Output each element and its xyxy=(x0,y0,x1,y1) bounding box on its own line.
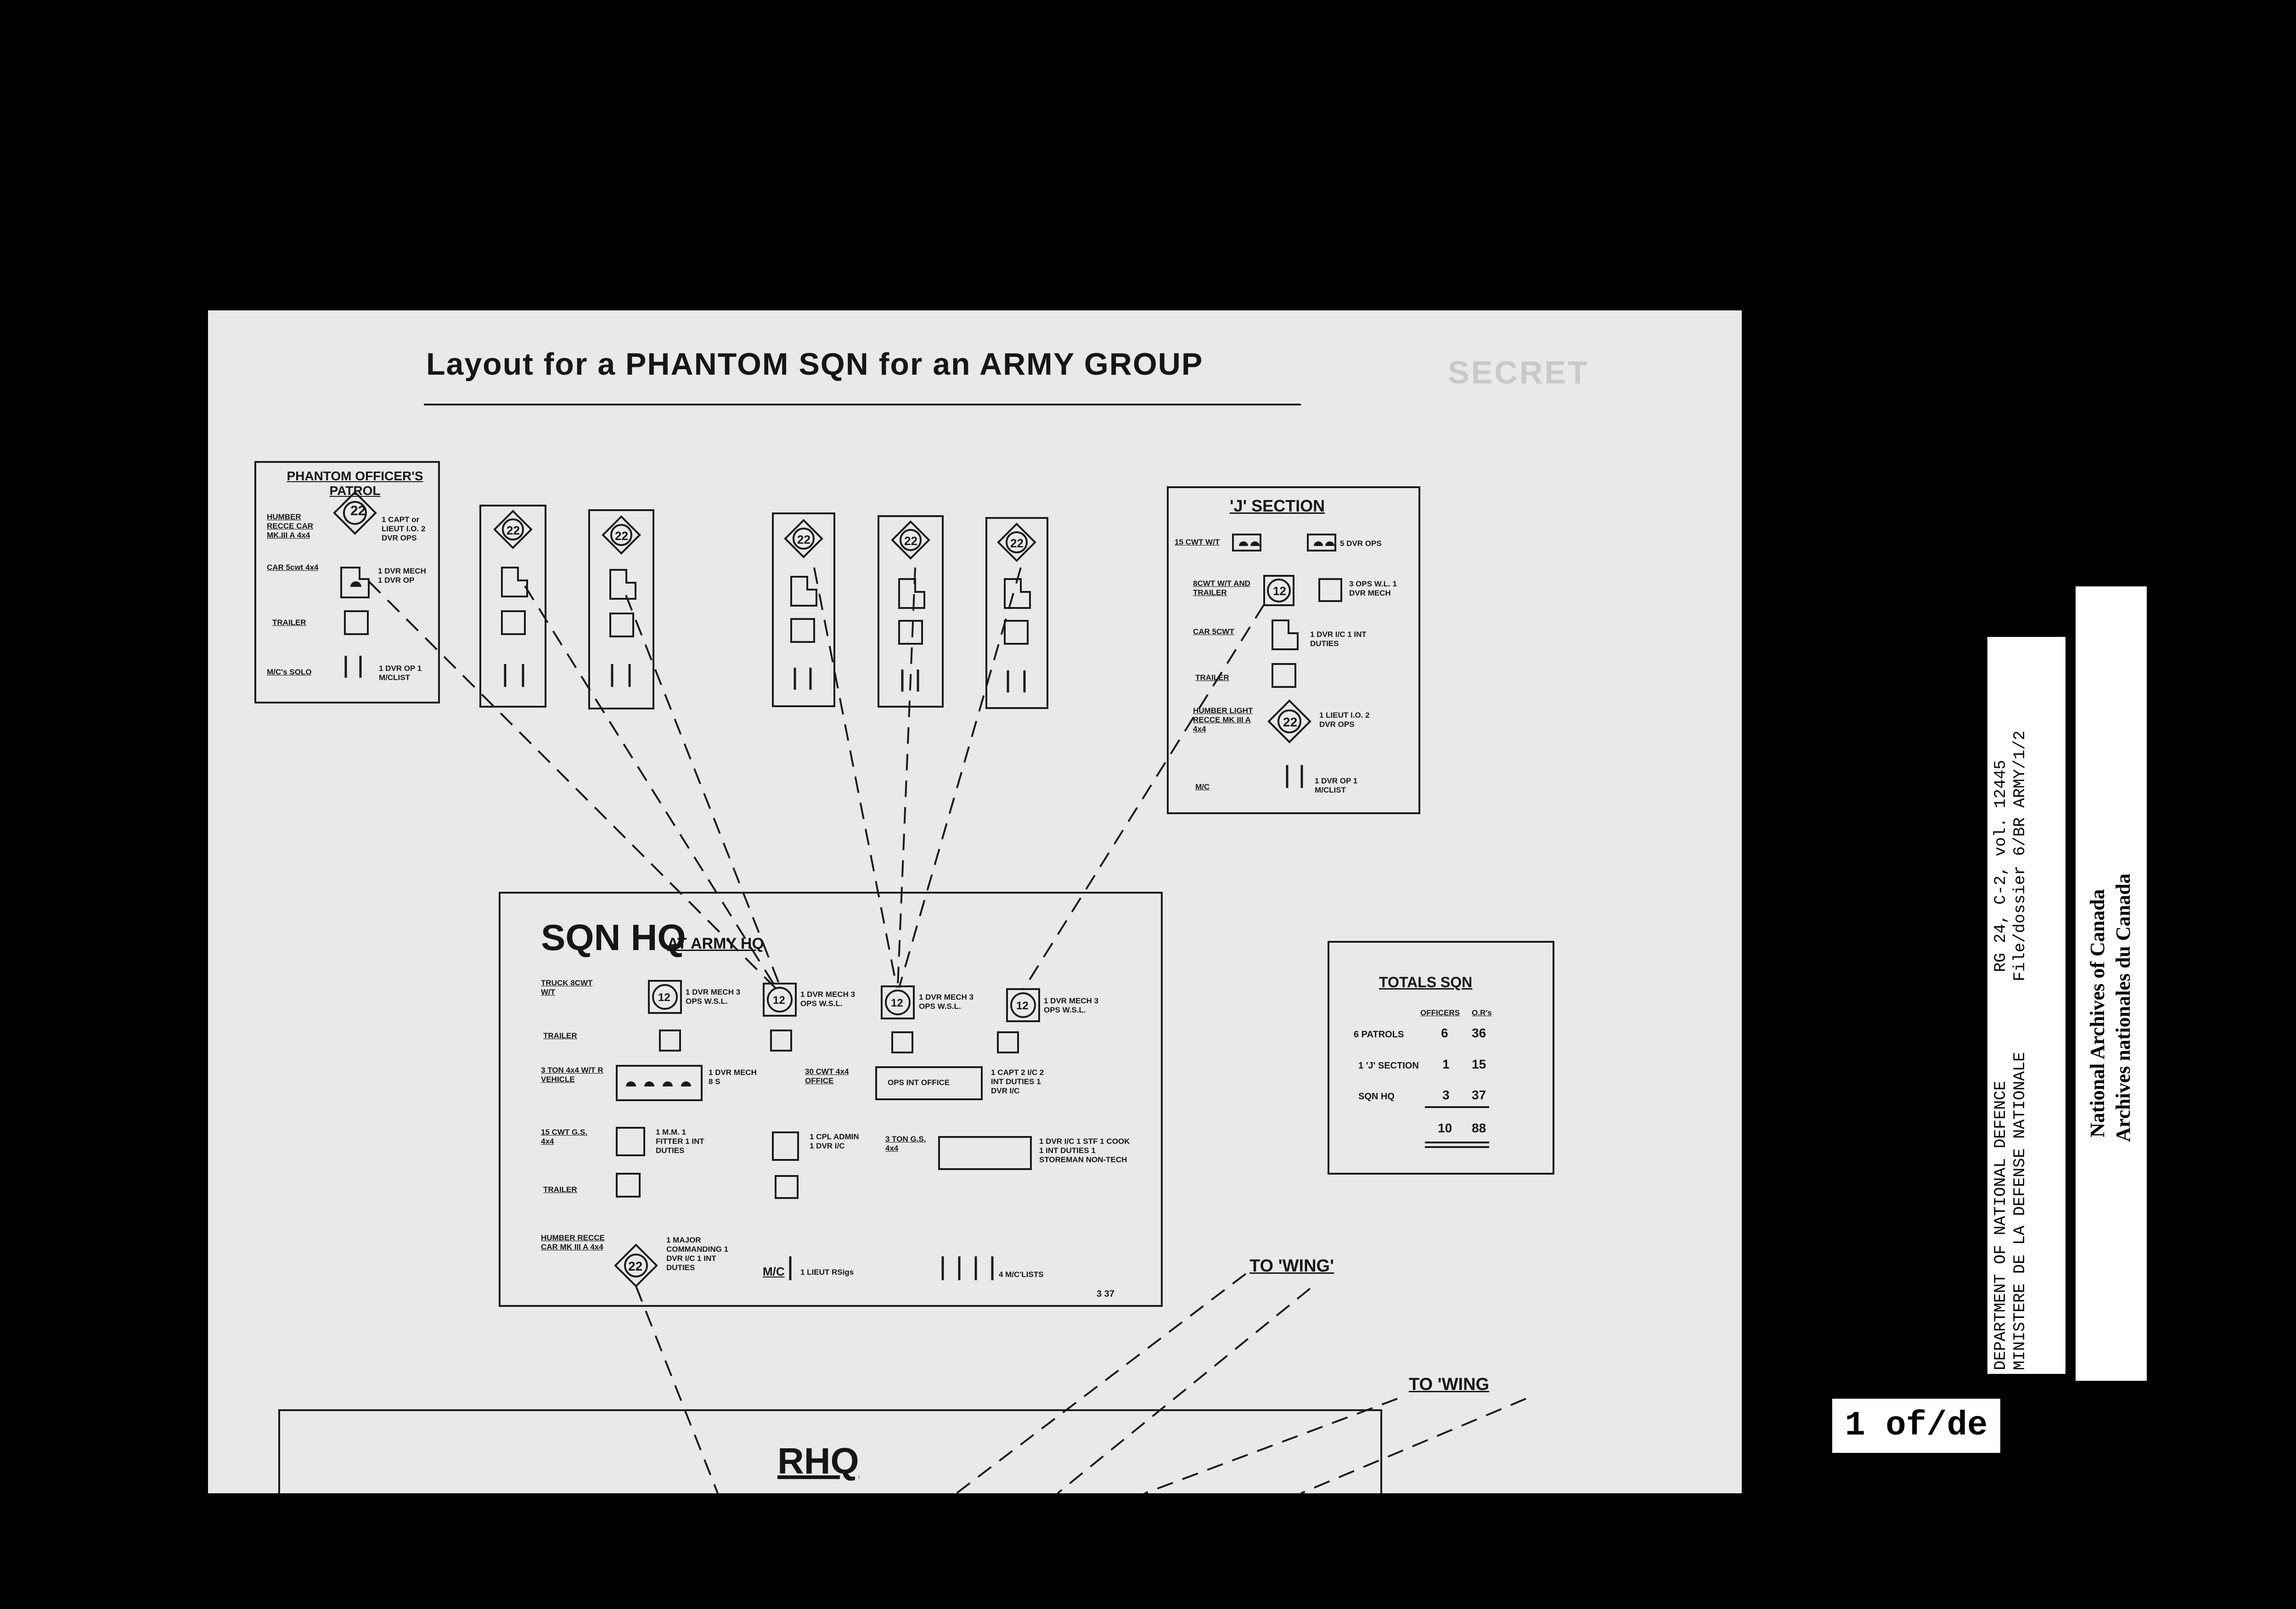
patrol-badge: 22 xyxy=(904,534,917,548)
j-row5-badge: 22 xyxy=(1283,715,1298,729)
hq-gs-label: 15 CWT G.S. 4x4 xyxy=(541,1128,588,1146)
totals-col-officers: OFFICERS xyxy=(1420,1008,1460,1017)
j-row6-label: M/C xyxy=(1195,782,1210,791)
archive-stamp xyxy=(2076,586,2147,1381)
hq-office-box: OPS INT OFFICE xyxy=(888,1078,950,1087)
hq-mc-right: 4 M/C'LISTS xyxy=(999,1270,1044,1279)
classification-stamp: SECRET xyxy=(1448,354,1589,390)
j-row1-label: 15 CWT W/T xyxy=(1175,538,1220,546)
officers-trailer-label: TRAILER xyxy=(272,618,306,627)
j-row5-crew: 1 LIEUT I.O. 2 DVR OPS xyxy=(1319,711,1370,729)
archive-reference-label xyxy=(1987,637,2065,1374)
totals-row-label: 6 PATROLS xyxy=(1354,1030,1404,1040)
hq-car-crew: 1 MAJOR COMMANDING 1 DVR I/C 1 INT DUTIES xyxy=(666,1236,729,1272)
archive-dept-fr: MINISTERE DE LA DEFENSE NATIONALE xyxy=(2011,1052,2029,1370)
hq-badge: 12 xyxy=(1016,1000,1029,1012)
j-row2-crew: 3 OPS W.L. 1 DVR MECH xyxy=(1349,579,1397,597)
officers-car2-crew: 1 DVR MECH 1 DVR OP xyxy=(378,567,426,585)
totals-col-ors: O.R's xyxy=(1472,1008,1492,1017)
page-number: 3 37 xyxy=(1097,1289,1114,1299)
officers-car2-label: CAR 5cwt 4x4 xyxy=(267,563,319,572)
totals-row-officers: 1 xyxy=(1442,1057,1450,1071)
hq-badge: 12 xyxy=(773,994,785,1007)
archive-stamp-en: National Archives of Canada xyxy=(2086,889,2109,1137)
archive-ref-volume: RG 24, C-2, vol. 12445 xyxy=(1992,759,2010,972)
hq-truck-label: TRUCK 8CWT W/T xyxy=(541,979,593,996)
totals-row-label: 1 'J' SECTION xyxy=(1358,1061,1419,1071)
officers-car-crew: 1 CAPT or LIEUT I.O. 2 DVR OPS xyxy=(382,515,426,542)
patrol-badge: 22 xyxy=(1010,536,1024,550)
hq-truck-crew: 1 DVR MECH 3 OPS W.S.L. xyxy=(686,988,741,1006)
hq-gs3-crew: 1 DVR I/C 1 STF 1 COOK 1 INT DUTIES 1 STOREMAN NON-TECH xyxy=(1039,1137,1130,1164)
totals-officers: 10 xyxy=(1438,1121,1452,1135)
document-sheet xyxy=(208,310,1742,1493)
hq-gs3-label: 3 TON G.S. 4x4 xyxy=(885,1135,926,1153)
officers-mc-label: M/C's SOLO xyxy=(267,668,312,676)
officers-mc-crew: 1 DVR OP 1 M/CLIST xyxy=(379,664,422,682)
hq-truck-crew: 1 DVR MECH 3 OPS W.S.L. xyxy=(919,993,974,1011)
archive-dept-en: DEPARTMENT OF NATIONAL DEFENCE xyxy=(1992,1080,2010,1370)
sqn-hq-subheading: AT ARMY HQ xyxy=(667,935,764,952)
hq-office-crew: 1 CAPT 2 I/C 2 INT DUTIES 1 DVR I/C xyxy=(991,1068,1044,1095)
hq-badge: 12 xyxy=(658,991,670,1004)
totals-heading: TOTALS SQN xyxy=(1379,974,1473,990)
j-row4-label: TRAILER xyxy=(1195,673,1229,682)
totals-row-officers: 6 xyxy=(1441,1026,1448,1040)
j-row3-crew: 1 DVR I/C 1 INT DUTIES xyxy=(1310,630,1367,648)
hq-badge: 12 xyxy=(891,997,903,1009)
totals-row-officers: 3 xyxy=(1442,1088,1450,1102)
page-tag: 1 of/de xyxy=(1832,1399,2000,1453)
patrol-badge: 22 xyxy=(615,529,628,543)
archive-ref-file: File/dossier 6/BR ARMY/1/2 xyxy=(2011,730,2029,981)
j-row3-label: CAR 5CWT xyxy=(1193,627,1234,636)
j-row5-label: HUMBER LIGHT RECCE MK III A 4x4 xyxy=(1193,706,1253,733)
j-row1-crew: 5 DVR OPS xyxy=(1340,539,1382,548)
hq-gs-crew: 1 M.M. 1 FITTER 1 INT DUTIES xyxy=(656,1128,704,1155)
officers-patrol-heading: PHANTOM OFFICER'S PATROL xyxy=(287,469,423,498)
hq-trailer-label: TRAILER xyxy=(543,1031,577,1040)
hq-clerk-crew: 1 CPL ADMIN 1 DVR I/C xyxy=(810,1132,859,1150)
hq-trailer2-label: TRAILER xyxy=(543,1185,577,1194)
to-wing-label: TO 'WING' xyxy=(1249,1256,1334,1276)
hq-truck-crew: 1 DVR MECH 3 OPS W.S.L. xyxy=(800,990,855,1008)
hq-mc-label: M/C xyxy=(763,1265,785,1278)
totals-ors: 88 xyxy=(1472,1121,1486,1135)
hq-car-badge: 22 xyxy=(628,1259,643,1273)
j-row6-crew: 1 DVR OP 1 M/CLIST xyxy=(1315,776,1358,794)
document-title: Layout for a PHANTOM SQN for an ARMY GROUP xyxy=(426,347,1204,382)
officers-car-badge: 22 xyxy=(350,503,366,518)
to-wing-label: TO 'WING xyxy=(1409,1375,1490,1394)
hq-mc-crew: 1 LIEUT RSigs xyxy=(800,1268,854,1277)
patrol-badge: 22 xyxy=(506,523,520,537)
officers-car-label: HUMBER RECCE CAR MK.III A 4x4 xyxy=(267,512,314,540)
hq-truck-crew: 1 DVR MECH 3 OPS W.S.L. xyxy=(1044,996,1099,1014)
j-section-heading: 'J' SECTION xyxy=(1230,496,1325,515)
j-row2-badge: 12 xyxy=(1273,584,1286,598)
diagram-lines xyxy=(208,310,1742,1493)
sqn-hq-heading: SQN HQ xyxy=(541,917,686,958)
hq-car-label: HUMBER RECCE CAR MK III A 4x4 xyxy=(541,1233,605,1251)
archive-stamp-fr: Archives nationales du Canada xyxy=(2112,873,2134,1142)
patrol-badge: 22 xyxy=(797,533,810,546)
totals-row-ors: 36 xyxy=(1472,1026,1486,1040)
totals-row-ors: 15 xyxy=(1472,1057,1486,1071)
hq-office-label: 30 CWT 4x4 OFFICE xyxy=(805,1067,849,1085)
totals-row-label: SQN HQ xyxy=(1358,1091,1395,1102)
hq-wt-label: 3 TON 4x4 W/T R VEHICLE xyxy=(541,1066,603,1084)
rhq-label: RHQ xyxy=(777,1440,859,1481)
totals-row-ors: 37 xyxy=(1472,1088,1486,1102)
j-row2-label: 8CWT W/T AND TRAILER xyxy=(1193,579,1250,597)
hq-wt-crew: 1 DVR MECH 8 S xyxy=(709,1068,757,1086)
